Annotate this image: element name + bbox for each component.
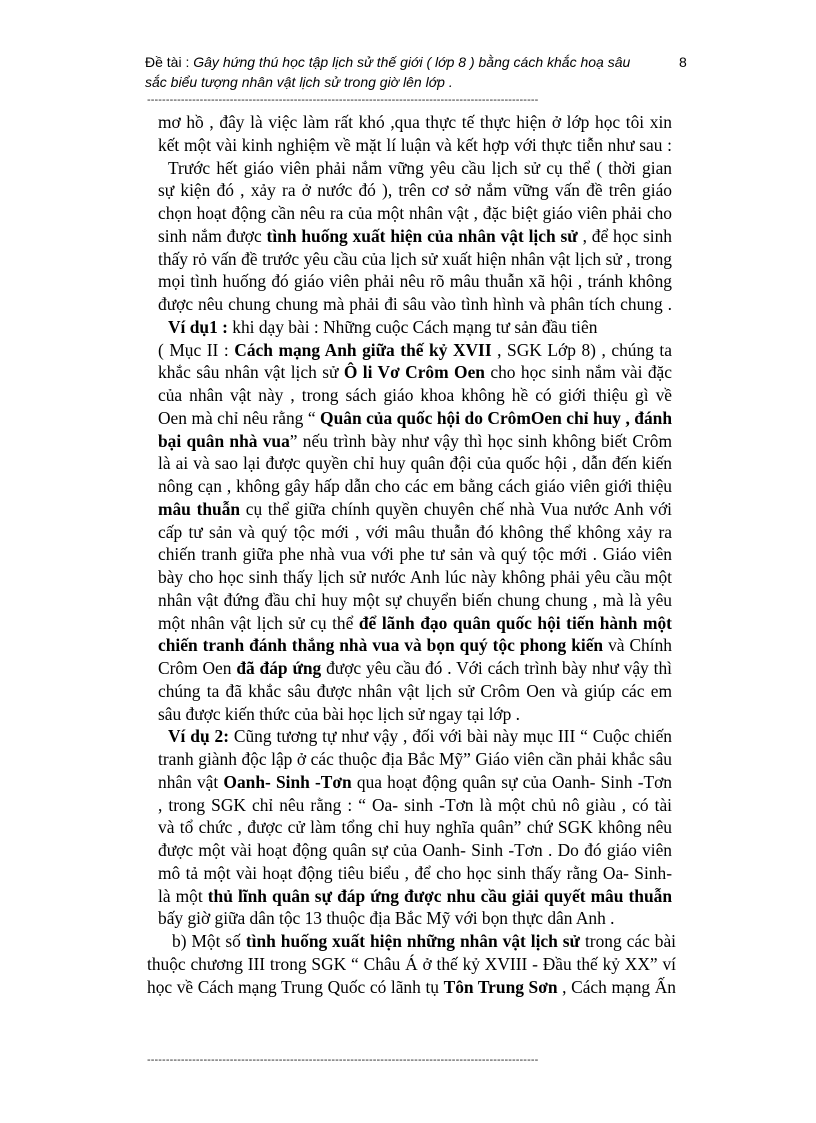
text: một nhân vật lịch sử cụ thể	[158, 612, 359, 633]
bold-text: Ô li Vơ Crôm Oen	[343, 362, 485, 383]
text: và tổ chức , được cử làm tổng chỉ huy nghĩa quân” chứ SGK không nêu	[158, 817, 672, 838]
text: chiến tranh giữa phe nhà vua với phe tư sản và quý tộc mới . Giáo viên	[158, 544, 672, 565]
text: khắc sâu nhân vật lịch sử	[158, 362, 344, 383]
body-line	[158, 498, 672, 521]
text: khi dạy bài : Những cuộc Cách mạng tư sản đầu tiên	[227, 316, 598, 337]
bold-text: thủ lĩnh quân sự đáp ứng được nhu cầu giải quyết mâu thuẫn	[207, 885, 672, 906]
text: sự kiện đó , xảy ra ở nước đó ), trên cơ sở nắm vững vấn đề trên giáo	[158, 180, 672, 201]
body-line	[158, 634, 672, 657]
body-line	[158, 339, 672, 362]
body-line	[158, 225, 672, 248]
body-line	[158, 680, 672, 703]
text: kết một vài kinh nghiệm về mặt lí luận và kết hợp với thực tiễn như sau :	[158, 134, 672, 155]
body-line	[158, 839, 672, 862]
text: nông cạn , không gây hấp dẫn cho các em bằng cách giáo viên giới thiệu	[158, 476, 672, 496]
body-line	[158, 543, 672, 566]
bold-text: tình huống xuất hiện của nhân vật lịch sử	[266, 225, 578, 246]
bold-text: mâu thuẫn	[158, 498, 241, 519]
body-line	[158, 202, 672, 225]
header-title-line-1	[145, 52, 665, 72]
text: , SGK Lớp 8) , chúng ta	[497, 339, 672, 360]
text: Trước hết giáo viên phải nắm vững yêu cầu lịch sử cụ thể ( thời gian	[168, 157, 672, 178]
body-line	[147, 976, 676, 999]
body-line	[168, 316, 597, 339]
text: chúng ta đã khắc sâu được nhân vật lịch sử Crôm Oen và giúp các em	[158, 680, 672, 701]
body-line	[158, 270, 672, 293]
text: thấy rỏ vấn đề trước yêu cầu của lịch sử xuất hiện nhân vật lịch sử , trong	[158, 248, 672, 269]
body-line	[158, 589, 672, 612]
text: Crôm Oen	[158, 658, 237, 678]
text: nhân vật đứng đầu chỉ huy một sự chuyển biến chung chung , mà là yêu	[158, 589, 672, 610]
text: , Cách mạng Ấn	[557, 976, 676, 997]
text: sâu được kiến thức của bài học lịch sử ngay tại lớp .	[158, 703, 521, 724]
text: Oen mà chỉ nêu rằng “	[158, 407, 321, 428]
body-line	[158, 430, 672, 453]
bold-text: Tôn Trung Sơn	[443, 976, 558, 997]
body-line	[168, 157, 672, 180]
text: là một	[158, 885, 208, 906]
body-line	[158, 862, 672, 885]
body-line	[158, 771, 672, 794]
text: mô tả một vài hoạt động tiêu biểu , để cho học sinh thấy rằng Oa- Sinh-	[158, 862, 672, 883]
body-line	[158, 179, 672, 202]
body-line	[158, 384, 672, 407]
bold-text: Oanh- Sinh -Tơn	[223, 771, 352, 792]
text: của nhân vật này , trong sách giáo khoa không hề có giới thiệu gì về	[158, 385, 672, 405]
text: cụ thể giữa chính quyền chuyên chế nhà Vua nước Anh với	[245, 498, 672, 519]
body-line	[158, 111, 672, 134]
text: tranh giành độc lập ở các thuộc địa Bắc Mỹ” Giáo viên cần phải khắc sâu	[158, 749, 672, 769]
bold-text: để lãnh đạo quân quốc hội tiến hành một	[358, 612, 672, 633]
bold-text: Cách mạng Anh giữa thế kỷ XVII	[234, 339, 492, 360]
bold-text: Quân của quốc hội do CrômOen chỉ huy , đánh	[320, 407, 672, 428]
body-line	[158, 475, 672, 498]
text: Cũng tương tự như vậy , đối với bài này mục III “ Cuộc chiến	[229, 726, 672, 747]
header-label: Đề tài :	[145, 54, 194, 70]
text: cấp tư sản và quý tộc mới , với mâu thuẫn đó không thể không xảy ra	[158, 521, 672, 542]
bold-text: tình huống xuất hiện những nhân vật lịch sử	[245, 931, 580, 951]
body-line	[168, 725, 672, 748]
bold-text: chiến tranh đánh thắng nhà vua và bọn quý tộc phong kiến	[158, 635, 604, 656]
header-title-cont: sắc biểu tượng nhân vật lịch sử trong giờ lên lớp .	[145, 74, 453, 90]
text: sinh nắm được	[158, 225, 267, 246]
text: ( Mục II :	[158, 339, 235, 360]
text: được nêu chung chung mà phải đi sâu vào tình hình và phân tích chung .	[158, 294, 672, 314]
body-line	[158, 566, 672, 589]
footer-separator: --------------------------------------------------------------------------------------------------------	[147, 1054, 539, 1066]
body-line	[158, 794, 672, 817]
body-line	[158, 612, 672, 635]
text: b) Một số	[172, 931, 246, 951]
text: thuộc chương III trong SGK “ Châu Á ở thế kỷ XVIII - Đầu thế kỷ XX” ví	[147, 953, 676, 974]
text: là ai và sao lại được quyền chỉ huy quân đội của quốc hội , dẫn đến kiến	[158, 453, 672, 474]
text: và Chính	[603, 635, 672, 656]
bold-text: bại quân nhà vua	[158, 430, 290, 451]
body-line	[158, 361, 672, 384]
header-title-line-2	[145, 72, 453, 92]
body-line	[158, 452, 672, 475]
body-line	[158, 748, 672, 771]
text: qua hoạt động quân sự của Oanh- Sinh -Tơn	[351, 771, 672, 792]
header-title: Gây hứng thú học tập lịch sử thế giới ( lớp 8 ) bằng cách khắc hoạ sâu	[193, 54, 631, 70]
body-line	[158, 134, 672, 157]
body-line	[158, 816, 672, 839]
text: nhân vật	[158, 771, 224, 792]
page-number: 8	[679, 54, 687, 70]
text: cho học sinh nắm vài đặc	[490, 362, 672, 383]
body-line	[147, 953, 676, 976]
text: , để học sinh	[577, 225, 672, 246]
body-line	[158, 657, 672, 680]
body-line	[172, 930, 676, 953]
body-line	[158, 885, 672, 908]
text: được yêu cầu đó . Với cách trình bày như vậy thì	[321, 658, 672, 678]
body-line	[158, 407, 672, 430]
header-separator: --------------------------------------------------------------------------------------------------------	[147, 94, 539, 106]
bold-text: Ví dụ 2:	[168, 726, 229, 747]
body-line	[158, 907, 614, 930]
text: ” nếu trình bày như vậy thì học sinh không biết Crôm	[289, 430, 672, 451]
text: học về Cách mạng Trung Quốc có lãnh tụ	[147, 976, 444, 997]
body-line	[158, 521, 672, 544]
text: được một vài hoạt động quân sự của Oanh- Sinh -Tơn . Do đó giáo viên	[158, 840, 672, 860]
text: mơ hồ , đây là việc làm rất khó ,qua thực tế thực hiện ở lớp học tôi xin	[158, 112, 672, 132]
text: bấy giờ giữa dân tộc 13 thuộc địa Bắc Mỹ với bọn thực dân Anh .	[158, 908, 615, 929]
bold-text: Ví dụ1 :	[168, 316, 228, 337]
body-line	[158, 293, 672, 316]
body-line	[158, 248, 672, 271]
text: bày cho học sinh thấy lịch sử nước Anh lúc này không phải yêu cầu một	[158, 567, 672, 587]
text: chọn hoạt động cần nêu ra của một nhân vật , đặc biệt giáo viên phải cho	[158, 203, 672, 223]
body-line	[158, 703, 520, 726]
text: mọi tình huống đó giáo viên phải nêu rõ mâu thuẫn xã hội , tránh không	[158, 271, 672, 292]
bold-text: đã đáp ứng	[236, 658, 322, 678]
text: trong các bài	[584, 931, 676, 951]
text: , trong SGK chỉ nêu rằng : “ Oa- sinh -Tơn là một chủ nô giàu , có tài	[158, 794, 672, 815]
